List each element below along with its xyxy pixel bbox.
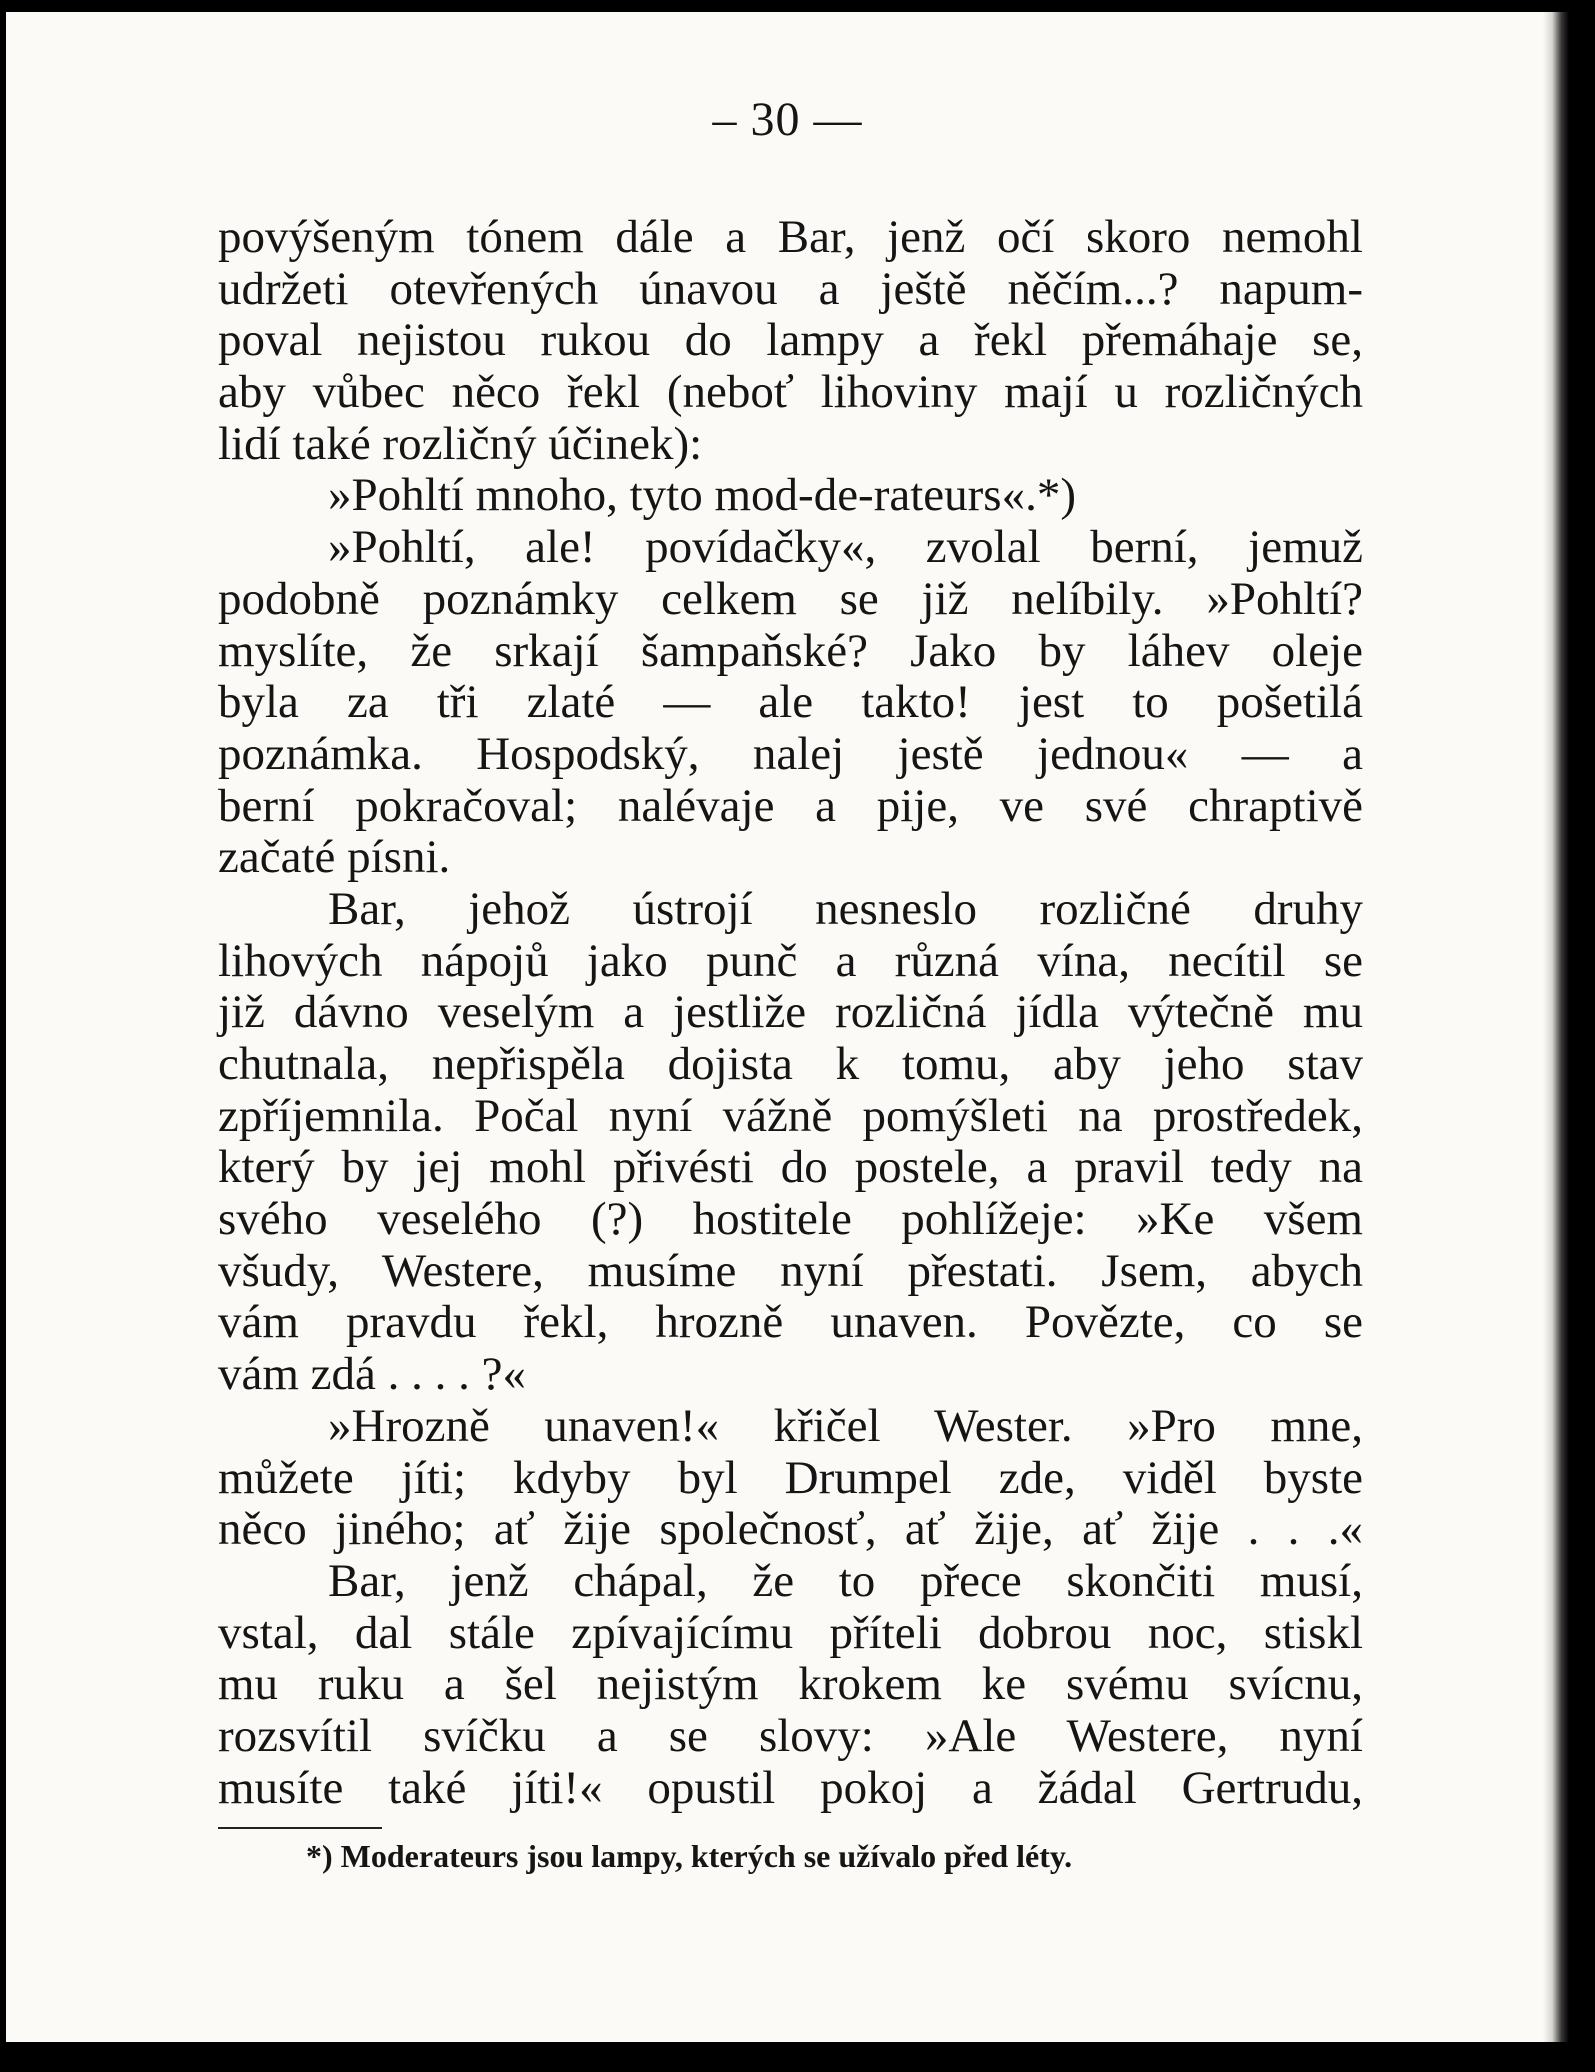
- text-line: začaté písni.: [218, 831, 451, 884]
- text-line: vám zdá . . . . ?«: [218, 1348, 527, 1401]
- text-line: poval nejistou rukou do lampy a řekl přemáhaje se,: [218, 314, 1363, 367]
- text-line: aby vůbec něco řekl (neboť lihoviny mají u rozličných: [218, 366, 1363, 419]
- text-line: Bar, jehož ústrojí nesneslo rozličné druhy: [328, 882, 1363, 935]
- text-line: mu ruku a šel nejistým krokem ke svému svícnu,: [218, 1658, 1363, 1711]
- text-line: lihových nápojů jako punč a různá vína, necítil se: [218, 934, 1363, 987]
- book-page: [6, 12, 1569, 2042]
- text-line: Bar, jenž chápal, že to přece skončiti musí,: [328, 1554, 1363, 1607]
- text-line: můžete jíti; kdyby byl Drumpel zde, viděl byste: [218, 1451, 1363, 1504]
- text-line: všudy, Westere, musíme nyní přestati. Jsem, abych: [218, 1244, 1363, 1297]
- footnote-rule: [218, 1827, 382, 1829]
- text-line: musíte také jíti!« opustil pokoj a žádal Gertrudu,: [218, 1761, 1363, 1814]
- text-line: chutnala, nepřispěla dojista k tomu, aby jeho stav: [218, 1038, 1363, 1090]
- text-line: »Pohltí, ale! povídačky«, zvolal berní, jemuž: [328, 521, 1363, 574]
- text-line: udržeti otevřených únavou a ještě něčím...? napum-: [218, 262, 1363, 315]
- footnote: *) Moderateurs jsou lampy, kterých se užívalo před léty.: [306, 1838, 1073, 1874]
- text-line: zpříjemnila. Počal nyní vážně pomýšleti na prostředek,: [218, 1089, 1363, 1142]
- page-spine-shadow: [1543, 12, 1569, 2042]
- text-line: něco jiného; ať žije společnosť, ať žije, ať žije . . .«: [218, 1503, 1363, 1556]
- text-line: rozsvítil svíčku a se slovy: »Ale Westere, nyní: [218, 1709, 1363, 1762]
- text-line: vstal, dal stále zpívajícímu příteli dobrou noc, stiskl: [218, 1606, 1363, 1659]
- text-line: byla za tři zlaté — ale takto! jest to pošetilá: [218, 676, 1363, 729]
- text-line: myslíte, že srkají šampaňské? Jako by láhev oleje: [218, 624, 1363, 677]
- text-line: lidí také rozličný účinek):: [218, 417, 703, 470]
- text-line: povýšeným tónem dále a Bar, jenž očí skoro nemohl: [218, 211, 1363, 263]
- text-line: již dávno veselým a jestliže rozličná jídla výtečně mu: [218, 986, 1363, 1039]
- text-line: který by jej mohl přivésti do postele, a pravil tedy na: [218, 1141, 1363, 1194]
- text-line: berní pokračoval; nalévaje a pije, ve své chraptivě: [218, 779, 1363, 832]
- body-text: [218, 212, 1363, 1814]
- text-line: »Hrozně unaven!« křičel Wester. »Pro mne,: [328, 1399, 1363, 1452]
- text-line: vám pravdu řekl, hrozně unaven. Povězte, co se: [218, 1296, 1363, 1349]
- text-line: podobně poznámky celkem se již nelíbily. »Pohltí?: [218, 572, 1363, 625]
- text-line: »Pohltí mnoho, tyto mod-de-rateurs«.*): [328, 469, 1076, 522]
- text-line: svého veselého (?) hostitele pohlížeje: »Ke všem: [218, 1193, 1363, 1246]
- page-number-header: – 30 —: [712, 93, 863, 146]
- text-line: poznámka. Hospodský, nalej jestě jednou« — a: [218, 727, 1363, 780]
